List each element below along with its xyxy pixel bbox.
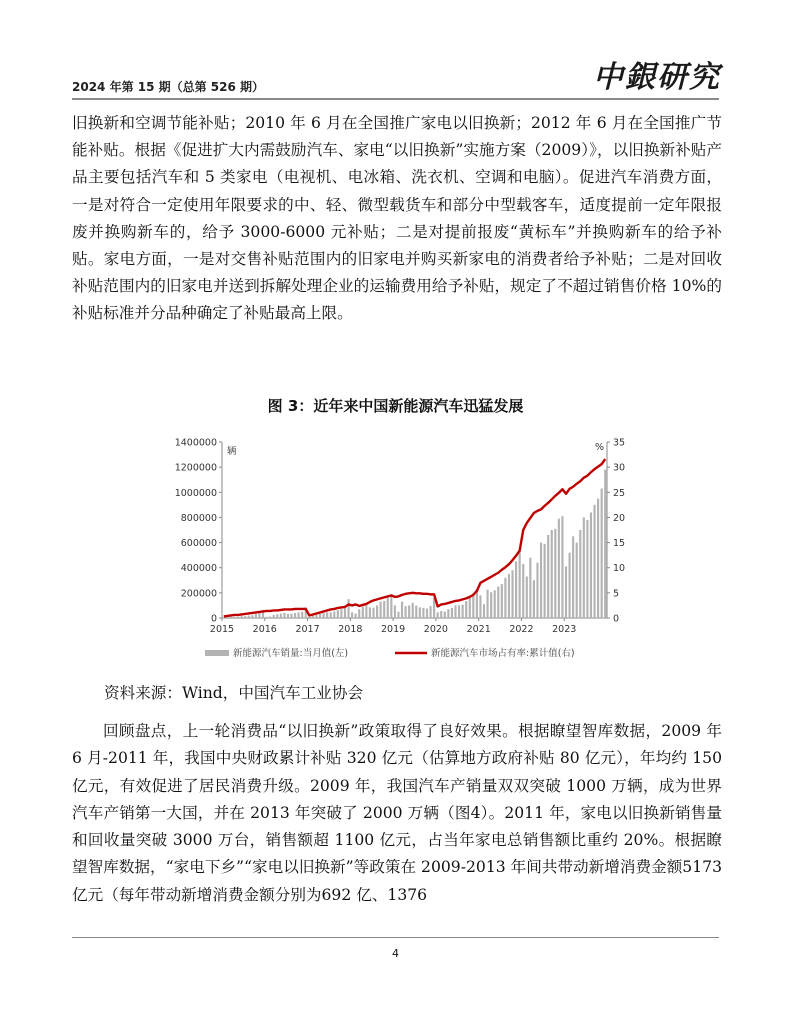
figure-source: 资料来源：Wind，中国汽车工业协会 bbox=[104, 684, 364, 702]
x-tick-label: 2017 bbox=[295, 624, 320, 635]
sales-bar bbox=[494, 590, 496, 618]
sales-bar bbox=[569, 553, 571, 618]
sales-bar bbox=[529, 558, 531, 618]
sales-bar bbox=[265, 617, 267, 618]
sales-bar bbox=[383, 601, 385, 618]
legend-label-line: 新能源汽车市场占有率:累计值(右) bbox=[431, 648, 575, 659]
sales-bar bbox=[294, 613, 296, 618]
sales-bar bbox=[362, 607, 364, 618]
sales-bar bbox=[330, 612, 332, 618]
right-tick-label: 0 bbox=[613, 613, 620, 625]
x-tick-label: 2018 bbox=[338, 624, 363, 635]
sales-bar bbox=[290, 614, 292, 618]
sales-bar bbox=[483, 604, 485, 618]
right-tick-label: 20 bbox=[613, 512, 626, 524]
sales-bar bbox=[298, 612, 300, 618]
sales-bar bbox=[226, 617, 228, 618]
sales-bar bbox=[561, 516, 563, 618]
sales-bar bbox=[248, 615, 250, 618]
sales-bar bbox=[440, 611, 442, 618]
footer-rule bbox=[72, 937, 719, 938]
sales-bar bbox=[312, 616, 314, 618]
sales-bar bbox=[394, 605, 396, 618]
x-tick-label: 2019 bbox=[381, 624, 406, 635]
sales-bar bbox=[387, 597, 389, 618]
sales-bar bbox=[458, 605, 460, 618]
sales-bar bbox=[572, 536, 574, 618]
left-unit-label: 辆 bbox=[227, 446, 237, 457]
legend-swatch-bars bbox=[205, 650, 229, 656]
right-tick-label: 15 bbox=[613, 538, 626, 550]
sales-bar bbox=[426, 609, 428, 618]
right-tick-label: 30 bbox=[613, 462, 626, 474]
sales-bar bbox=[501, 584, 503, 618]
sales-bar bbox=[408, 605, 410, 618]
sales-bar bbox=[554, 529, 556, 618]
sales-bar bbox=[337, 610, 339, 618]
sales-bar bbox=[308, 617, 310, 618]
x-tick-label: 2020 bbox=[423, 624, 448, 635]
sales-bar bbox=[462, 605, 464, 618]
sales-bar bbox=[593, 505, 595, 618]
sales-bar bbox=[401, 602, 403, 618]
sales-bar bbox=[255, 614, 257, 618]
left-tick-label: 600000 bbox=[180, 538, 217, 550]
sales-bar bbox=[244, 616, 246, 618]
sales-bar bbox=[444, 612, 446, 618]
sales-bar bbox=[447, 609, 449, 618]
sales-bar bbox=[437, 612, 439, 618]
figure-title: 图 3：近年来中国新能源汽车迅猛发展 bbox=[267, 397, 524, 415]
sales-bar bbox=[583, 517, 585, 618]
sales-bar bbox=[369, 607, 371, 618]
sales-bar bbox=[347, 599, 349, 618]
sales-bar bbox=[508, 574, 510, 618]
sales-bar bbox=[372, 608, 374, 618]
sales-bar bbox=[565, 566, 567, 618]
sales-bar bbox=[526, 577, 528, 618]
left-tick-label: 1200000 bbox=[174, 462, 217, 474]
sales-bar bbox=[365, 605, 367, 618]
left-tick-label: 800000 bbox=[180, 512, 217, 524]
sales-bar bbox=[397, 612, 399, 618]
left-tick-label: 0 bbox=[210, 613, 217, 625]
sales-bar bbox=[419, 607, 421, 618]
sales-bar bbox=[380, 602, 382, 618]
sales-bar bbox=[315, 615, 317, 618]
left-tick-label: 400000 bbox=[180, 563, 217, 575]
sales-bar bbox=[579, 530, 581, 618]
left-tick-label: 200000 bbox=[180, 588, 217, 600]
sales-bar bbox=[358, 609, 360, 618]
sales-bar bbox=[301, 612, 303, 618]
paragraph-1: 旧换新和空调节能补贴；2010 年 6 月在全国推广家电以旧换新；2012 年 6 月在全国推广节能补贴。根据《促进扩大内需鼓励汽车、家电“以旧换新”实施方案（2009）》，以旧换新补贴产品主要包括汽车和 5 类家电（电视机、电冰箱、洗衣机、空调和电脑）。促进汽车消费方面，一是对符合一定使用年限要求的中、轻、微型载货车和部分中型载客车，适度提前一定年限报废并换购新车的，给予 3000-6000 元补贴；二是对提前报废“黄标车”并换购新车的给予补贴。家电方面，一是对交售补贴范围内的旧家电并购买新家电的消费者给予补贴；二是对回收补贴范围内的旧家电并送到拆解处理企业的运输费用给予补贴，规定了不超过销售价格 10%的补贴标准并分品种确定了补贴最高上限。 bbox=[72, 114, 722, 323]
sales-bar bbox=[251, 615, 253, 618]
right-tick-label: 35 bbox=[613, 437, 626, 449]
logo: 中銀研究 bbox=[593, 60, 721, 95]
sales-bar bbox=[326, 612, 328, 618]
sales-bar bbox=[519, 551, 521, 618]
sales-bar bbox=[479, 595, 481, 618]
x-tick-label: 2016 bbox=[252, 624, 277, 635]
left-tick-label: 1000000 bbox=[174, 487, 217, 499]
sales-bar bbox=[540, 543, 542, 618]
left-tick-label: 1400000 bbox=[174, 437, 217, 449]
sales-bar bbox=[487, 590, 489, 618]
x-tick-label: 2021 bbox=[466, 624, 491, 635]
sales-bar bbox=[547, 535, 549, 618]
sales-bar bbox=[376, 605, 378, 618]
x-tick-label: 2022 bbox=[509, 624, 534, 635]
sales-bar bbox=[558, 519, 560, 618]
sales-bar bbox=[333, 611, 335, 618]
page-number: 4 bbox=[392, 947, 399, 960]
sales-bar bbox=[515, 561, 517, 618]
sales-bar bbox=[454, 605, 456, 618]
sales-bar bbox=[429, 606, 431, 618]
sales-bar bbox=[273, 615, 275, 618]
sales-bar bbox=[601, 489, 603, 618]
right-tick-label: 25 bbox=[613, 487, 626, 499]
sales-bar bbox=[497, 587, 499, 618]
sales-bar bbox=[241, 616, 243, 618]
x-tick-label: 2015 bbox=[209, 624, 235, 635]
sales-bar bbox=[511, 570, 513, 618]
sales-bar bbox=[536, 563, 538, 618]
sales-bar bbox=[576, 543, 578, 618]
sales-bar bbox=[237, 617, 239, 618]
sales-bar bbox=[597, 499, 599, 618]
paragraph-2: 回顾盘点，上一轮消费品“以旧换新”政策取得了良好效果。根据瞭望智库数据，2009 年 6 月-2011 年，我国中央财政累计补贴 320 亿元（估算地方政府补贴 80 亿元），年均约 150 亿元，有效促进了居民消费升级。2009 年，我国汽车产销量双双突破 1000 万辆，成为世界汽车产销第一大国，并在 2013 年突破了 2000 万辆（图4）。2011 年，家电以旧换新销售量和回收量突破 3000 万台，销售额超 1100 亿元，占当年家电总销售额比重约 20%。根据瞭望智库数据，“家电下乡”“家电以旧换新”等政策在 2009-2013 年间共带动新增消费金额5173 亿元（每年带动新增消费金额分别为692 亿、1376 bbox=[72, 722, 722, 904]
sales-bar bbox=[551, 530, 553, 618]
sales-bar bbox=[405, 606, 407, 618]
sales-bar bbox=[422, 608, 424, 618]
right-tick-label: 10 bbox=[613, 563, 626, 575]
sales-bar bbox=[340, 609, 342, 618]
right-tick-label: 5 bbox=[613, 588, 620, 600]
sales-bar bbox=[604, 470, 606, 618]
sales-bar bbox=[412, 603, 414, 618]
sales-bar bbox=[233, 617, 235, 618]
sales-bar bbox=[287, 614, 289, 618]
sales-bar bbox=[504, 578, 506, 618]
header-issue: 2024 年第 15 期（总第 526 期） bbox=[72, 80, 265, 94]
header-rule bbox=[72, 98, 719, 100]
legend-label-bars: 新能源汽车销量:当月值(左) bbox=[233, 648, 349, 659]
sales-bar bbox=[390, 597, 392, 618]
sales-bar bbox=[522, 564, 524, 618]
sales-bar bbox=[355, 614, 357, 618]
sales-bar bbox=[490, 592, 492, 618]
sales-bar bbox=[415, 605, 417, 618]
sales-bar bbox=[230, 617, 232, 618]
sales-bar bbox=[283, 613, 285, 618]
sales-bar bbox=[258, 613, 260, 618]
right-unit-label: % bbox=[595, 442, 605, 453]
sales-bar bbox=[590, 512, 592, 618]
sales-bar bbox=[319, 614, 321, 618]
x-tick-label: 2023 bbox=[552, 624, 577, 635]
sales-bar bbox=[323, 613, 325, 618]
sales-bar bbox=[451, 608, 453, 618]
sales-bar bbox=[465, 601, 467, 618]
sales-bar bbox=[544, 544, 546, 618]
sales-bar bbox=[276, 614, 278, 618]
sales-bar bbox=[351, 612, 353, 618]
sales-bar bbox=[469, 598, 471, 618]
sales-bar bbox=[280, 614, 282, 618]
sales-bar bbox=[533, 580, 535, 618]
sales-bar bbox=[586, 520, 588, 618]
sales-bar bbox=[269, 616, 271, 618]
nev-chart bbox=[174, 428, 626, 673]
